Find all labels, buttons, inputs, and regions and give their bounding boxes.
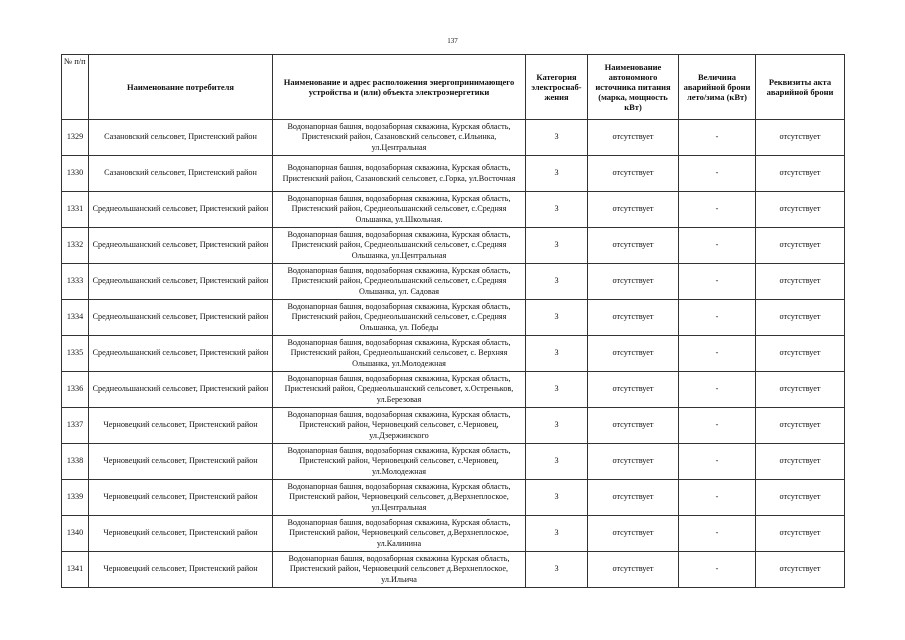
cell-consumer: Среднеольшанский сельсовет, Пристенский район [89, 228, 273, 264]
cell-source: отсутствует [588, 408, 679, 444]
table-row [62, 228, 845, 264]
table-header [62, 55, 845, 120]
cell-bron: - [679, 516, 756, 552]
cell-category: 3 [526, 156, 588, 192]
table-row [62, 264, 845, 300]
cell-consumer: Среднеольшанский сельсовет, Пристенский район [89, 300, 273, 336]
cell-address: Водонапорная башня, водозаборная скважина, Курская область, Пристенский район, Сазановский сельсовет, с.Ильинка, ул.Центральная [273, 120, 526, 156]
cell-num: 1330 [62, 156, 89, 192]
table-row [62, 480, 845, 516]
cell-num: 1340 [62, 516, 89, 552]
header-address: Наименование и адрес расположения энергопринимающего устройства и (или) объекта электроэнергетики [273, 55, 526, 120]
table-row [62, 444, 845, 480]
cell-source: отсутствует [588, 264, 679, 300]
cell-bron: - [679, 120, 756, 156]
cell-source: отсутствует [588, 300, 679, 336]
header-category: Категория электроснаб-жения [526, 55, 588, 120]
cell-num: 1334 [62, 300, 89, 336]
cell-source: отсутствует [588, 372, 679, 408]
cell-bron: - [679, 336, 756, 372]
table-row [62, 192, 845, 228]
cell-address: Водонапорная башня, водозаборная скважина, Курская область, Пристенский район, Черновецкий сельсовет, с.Черновец, ул.Молодежная [273, 444, 526, 480]
cell-consumer: Черновецкий сельсовет, Пристенский район [89, 408, 273, 444]
cell-num: 1333 [62, 264, 89, 300]
cell-num: 1337 [62, 408, 89, 444]
cell-address: Водонапорная башня, водозаборная скважина, Курская область, Пристенский район, Черновецкий сельсовет, д.Верхнеплоское, ул.Центральная [273, 480, 526, 516]
cell-num: 1336 [62, 372, 89, 408]
cell-bron: - [679, 444, 756, 480]
cell-source: отсутствует [588, 516, 679, 552]
cell-consumer: Среднеольшанский сельсовет, Пристенский район [89, 264, 273, 300]
cell-requisites: отсутствует [756, 156, 845, 192]
cell-consumer: Среднеольшанский сельсовет, Пристенский район [89, 192, 273, 228]
cell-consumer: Сазановский сельсовет, Пристенский район [89, 156, 273, 192]
cell-bron: - [679, 156, 756, 192]
cell-address: Водонапорная башня, водозаборная скважина, Курская область, Пристенский район, Среднеольшанский сельсовет, х.Остреньков, ул.Березовая [273, 372, 526, 408]
cell-category: 3 [526, 120, 588, 156]
table-row [62, 156, 845, 192]
cell-num: 1341 [62, 552, 89, 588]
cell-bron: - [679, 228, 756, 264]
cell-address: Водонапорная башня, водозаборная скважина, Курская область, Пристенский район, Сазановский сельсовет, с.Горка, ул.Восточная [273, 156, 526, 192]
cell-num: 1335 [62, 336, 89, 372]
cell-bron: - [679, 192, 756, 228]
header-bron: Величина аварийной брони лето/зима (кВт) [679, 55, 756, 120]
cell-bron: - [679, 264, 756, 300]
cell-requisites: отсутствует [756, 480, 845, 516]
cell-address: Водонапорная башня, водозаборная скважина, Курская область, Пристенский район, Среднеольшанский сельсовет, с.Средняя Ольшанка, ул. Победы [273, 300, 526, 336]
cell-consumer: Черновецкий сельсовет, Пристенский район [89, 480, 273, 516]
cell-requisites: отсутствует [756, 408, 845, 444]
cell-category: 3 [526, 228, 588, 264]
header-consumer: Наименование потребителя [89, 55, 273, 120]
cell-address: Водонапорная башня, водозаборная скважина, Курская область, Пристенский район, Среднеольшанский сельсовет, с.Средняя Ольшанка, ул. Садовая [273, 264, 526, 300]
header-source: Наименование автономного источника питания (марка, мощность кВт) [588, 55, 679, 120]
cell-bron: - [679, 372, 756, 408]
header-requisites: Реквизиты акта аварийной брони [756, 55, 845, 120]
page-number: 137 [447, 37, 458, 45]
table-row [62, 408, 845, 444]
table-row [62, 516, 845, 552]
header-row [62, 55, 845, 120]
table-row [62, 552, 845, 588]
cell-num: 1339 [62, 480, 89, 516]
cell-category: 3 [526, 300, 588, 336]
cell-requisites: отсутствует [756, 552, 845, 588]
cell-num: 1331 [62, 192, 89, 228]
table-body [62, 120, 845, 588]
table-row [62, 300, 845, 336]
cell-consumer: Черновецкий сельсовет, Пристенский район [89, 552, 273, 588]
cell-category: 3 [526, 552, 588, 588]
cell-requisites: отсутствует [756, 228, 845, 264]
cell-bron: - [679, 408, 756, 444]
cell-address: Водонапорная башня, водозаборная скважина, Курская область, Пристенский район, Среднеольшанский сельсовет, с. Верхняя Ольшанка, ул.Молодежная [273, 336, 526, 372]
cell-address: Водонапорная башня, водозаборная скважина, Курская область, Пристенский район, Среднеольшанский сельсовет, с.Средняя Ольшанка, ул.Центральная [273, 228, 526, 264]
cell-consumer: Среднеольшанский сельсовет, Пристенский район [89, 372, 273, 408]
cell-source: отсутствует [588, 444, 679, 480]
cell-requisites: отсутствует [756, 120, 845, 156]
cell-source: отсутствует [588, 552, 679, 588]
cell-bron: - [679, 300, 756, 336]
cell-source: отсутствует [588, 336, 679, 372]
cell-consumer: Среднеольшанский сельсовет, Пристенский район [89, 336, 273, 372]
cell-num: 1329 [62, 120, 89, 156]
cell-requisites: отсутствует [756, 264, 845, 300]
cell-category: 3 [526, 516, 588, 552]
cell-consumer: Черновецкий сельсовет, Пристенский район [89, 444, 273, 480]
cell-source: отсутствует [588, 156, 679, 192]
cell-source: отсутствует [588, 480, 679, 516]
registry-table [61, 54, 845, 588]
cell-address: Водонапорная башня, водозаборная скважина Курская область, Пристенский район, Черновецкий сельсовет д.Верхнеплоское, ул.Ильича [273, 552, 526, 588]
cell-requisites: отсутствует [756, 372, 845, 408]
cell-consumer: Черновецкий сельсовет, Пристенский район [89, 516, 273, 552]
cell-category: 3 [526, 264, 588, 300]
cell-source: отсутствует [588, 192, 679, 228]
cell-category: 3 [526, 444, 588, 480]
cell-requisites: отсутствует [756, 516, 845, 552]
cell-requisites: отсутствует [756, 300, 845, 336]
cell-category: 3 [526, 480, 588, 516]
cell-consumer: Сазановский сельсовет, Пристенский район [89, 120, 273, 156]
cell-category: 3 [526, 336, 588, 372]
cell-address: Водонапорная башня, водозаборная скважина, Курская область, Пристенский район, Черновецкий сельсовет, д.Верхнеплоское, ул.Калинина [273, 516, 526, 552]
table-row [62, 336, 845, 372]
cell-requisites: отсутствует [756, 336, 845, 372]
cell-num: 1332 [62, 228, 89, 264]
cell-source: отсутствует [588, 120, 679, 156]
table-row [62, 372, 845, 408]
cell-source: отсутствует [588, 228, 679, 264]
cell-bron: - [679, 552, 756, 588]
cell-address: Водонапорная башня, водозаборная скважина, Курская область, Пристенский район, Черновецкий сельсовет, с.Черновец, ул.Дзержинского [273, 408, 526, 444]
cell-address: Водонапорная башня, водозаборная скважина, Курская область, Пристенский район, Среднеольшанский сельсовет, с.Средняя Ольшанка, ул.Школьная. [273, 192, 526, 228]
cell-requisites: отсутствует [756, 192, 845, 228]
cell-num: 1338 [62, 444, 89, 480]
header-num: № п/п [62, 55, 89, 120]
cell-category: 3 [526, 408, 588, 444]
cell-category: 3 [526, 192, 588, 228]
table-row [62, 120, 845, 156]
cell-bron: - [679, 480, 756, 516]
cell-requisites: отсутствует [756, 444, 845, 480]
cell-category: 3 [526, 372, 588, 408]
